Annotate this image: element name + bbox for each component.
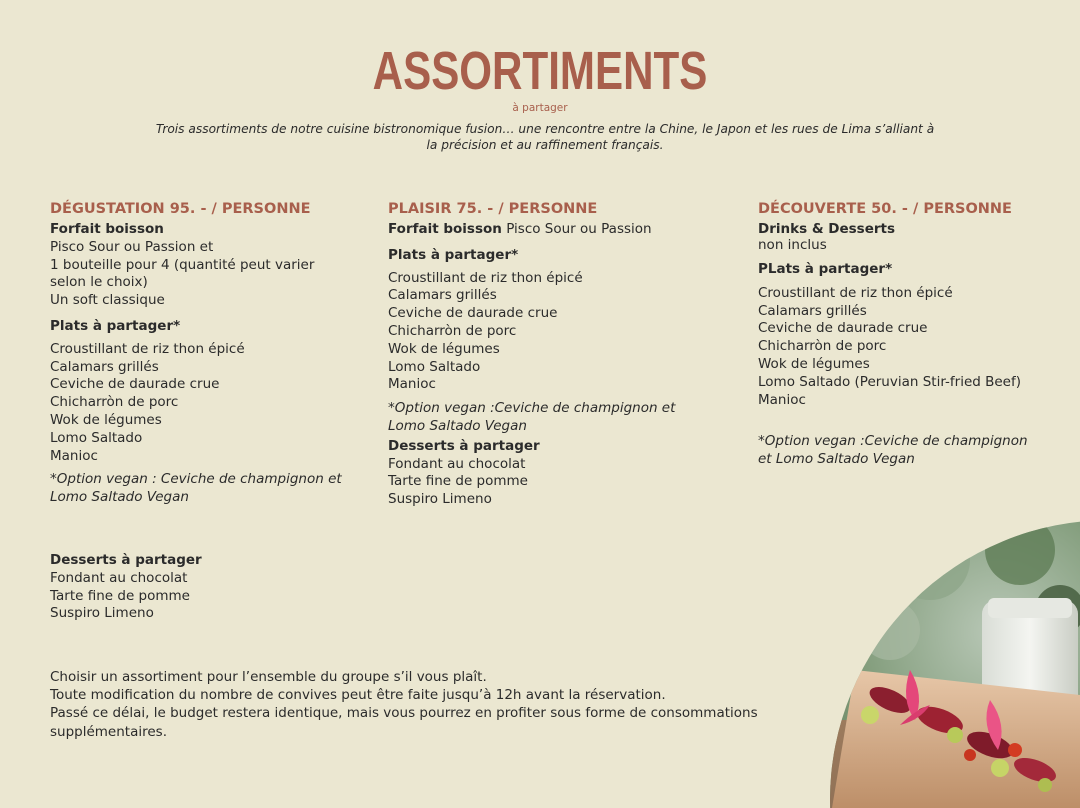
list-item: Fondant au chocolat xyxy=(50,569,188,586)
degustation-forfait-list xyxy=(50,239,350,310)
food-photo xyxy=(830,520,1080,808)
list-item: Calamars grillés xyxy=(388,287,497,304)
list-item: Ceviche de daurade crue xyxy=(50,376,220,393)
decouverte-drinks-label: Drinks & Desserts xyxy=(758,221,896,237)
decouverte-title: DÉCOUVERTE 50. - / PERSONNE xyxy=(758,201,1012,217)
list-item: Wok de légumes xyxy=(758,355,870,372)
list-item: Croustillant de riz thon épicé xyxy=(758,284,953,301)
plaisir-plats-label: Plats à partager* xyxy=(388,246,519,263)
list-item: Croustillant de riz thon épicé xyxy=(388,269,583,286)
list-item: Tarte fine de pomme xyxy=(50,587,190,604)
page-subtitle: à partager xyxy=(512,102,568,114)
list-item: Lomo Saltado (Peruvian Stir-fried Beef) xyxy=(758,373,1022,390)
list-item: Un soft classique xyxy=(50,292,165,309)
degustation-desserts-list xyxy=(50,570,350,623)
plaisir-title: PLAISIR 75. - / PERSONNE xyxy=(388,201,598,217)
decouverte-vegan-note: *Option vegan :Ceviche de champignon et Lomo Saltado Vegan xyxy=(758,433,1028,468)
footer-line: Choisir un assortiment pour l’ensemble du groupe s’il vous plaît. xyxy=(50,669,487,685)
plaisir-desserts-list xyxy=(388,456,688,509)
vegan-text: Ceviche de champignon et Lomo Saltado Vegan xyxy=(50,471,342,506)
list-item: Wok de légumes xyxy=(388,340,500,357)
footer-line: Toute modification du nombre de convives peut être faite jusqu’à 12h avant la réservation. xyxy=(50,687,666,704)
plaisir-forfait-value: Pisco Sour ou Passion xyxy=(501,221,652,237)
list-item: Wok de légumes xyxy=(50,411,162,428)
degustation-forfait-label: Forfait boisson xyxy=(50,221,164,237)
list-item: Fondant au chocolat xyxy=(388,455,526,472)
list-item: Calamars grillés xyxy=(758,302,867,319)
list-item: Croustillant de riz thon épicé xyxy=(50,340,245,357)
footer-line: Passé ce délai, le budget restera identique, mais vous pourrez en profiter sous forme de consommations supplémentaires. xyxy=(50,705,758,740)
list-item: Suspiro Limeno xyxy=(50,605,154,622)
plaisir-vegan-note: *Option vegan :Ceviche de champignon et Lomo Saltado Vegan xyxy=(388,400,676,434)
page-title: ASSORTIMENTS xyxy=(372,41,708,101)
degustation-desserts-label: Desserts à partager xyxy=(50,551,202,568)
degustation-title: DÉGUSTATION 95. - / PERSONNE xyxy=(50,201,311,217)
decouverte-plats-list xyxy=(758,285,1058,410)
plaisir-plats-list xyxy=(388,270,688,395)
list-item: 1 bouteille pour 4 (quantité peut varier selon le choix) xyxy=(50,256,315,291)
list-item: Ceviche de daurade crue xyxy=(758,320,928,337)
list-item: Chicharròn de porc xyxy=(50,394,179,411)
list-item: Chicharròn de porc xyxy=(388,322,517,339)
list-item: Calamars grillés xyxy=(50,358,159,375)
degustation-vegan-note xyxy=(50,471,350,507)
menu-degustation xyxy=(50,200,350,623)
plaisir-desserts-label: Desserts à partager xyxy=(388,437,540,454)
list-item: Manioc xyxy=(388,376,436,393)
list-item: Manioc xyxy=(50,447,98,464)
list-item: Lomo Saltado xyxy=(50,429,143,446)
list-item: Suspiro Limeno xyxy=(388,491,492,508)
decouverte-drinks-value: non inclus xyxy=(758,237,827,253)
list-item: Ceviche de daurade crue xyxy=(388,305,558,322)
plaisir-forfait xyxy=(388,221,688,239)
list-item: Pisco Sour ou Passion et xyxy=(50,238,214,255)
footer-notes xyxy=(50,668,780,741)
menu-decouverte xyxy=(758,200,1058,469)
list-item: Tarte fine de pomme xyxy=(388,473,528,490)
degustation-plats-list xyxy=(50,341,350,466)
list-item: Lomo Saltado xyxy=(388,358,481,375)
menu-plaisir xyxy=(388,200,688,509)
list-item: Manioc xyxy=(758,391,806,408)
degustation-plats-label: Plats à partager* xyxy=(50,317,181,334)
vegan-prefix: *Option vegan : xyxy=(50,471,161,488)
food-photo-illustration xyxy=(830,520,1080,808)
list-item: Chicharròn de porc xyxy=(758,338,887,355)
intro-text: Trois assortiments de notre cuisine bistronomique fusion… une rencontre entre la Chine, le Japon et les rues de Lima s’alliant à la précision et au raffinement français. xyxy=(155,122,935,152)
decouverte-plats-label: PLats à partager* xyxy=(758,261,893,277)
plaisir-forfait-label: Forfait boisson xyxy=(388,221,502,237)
